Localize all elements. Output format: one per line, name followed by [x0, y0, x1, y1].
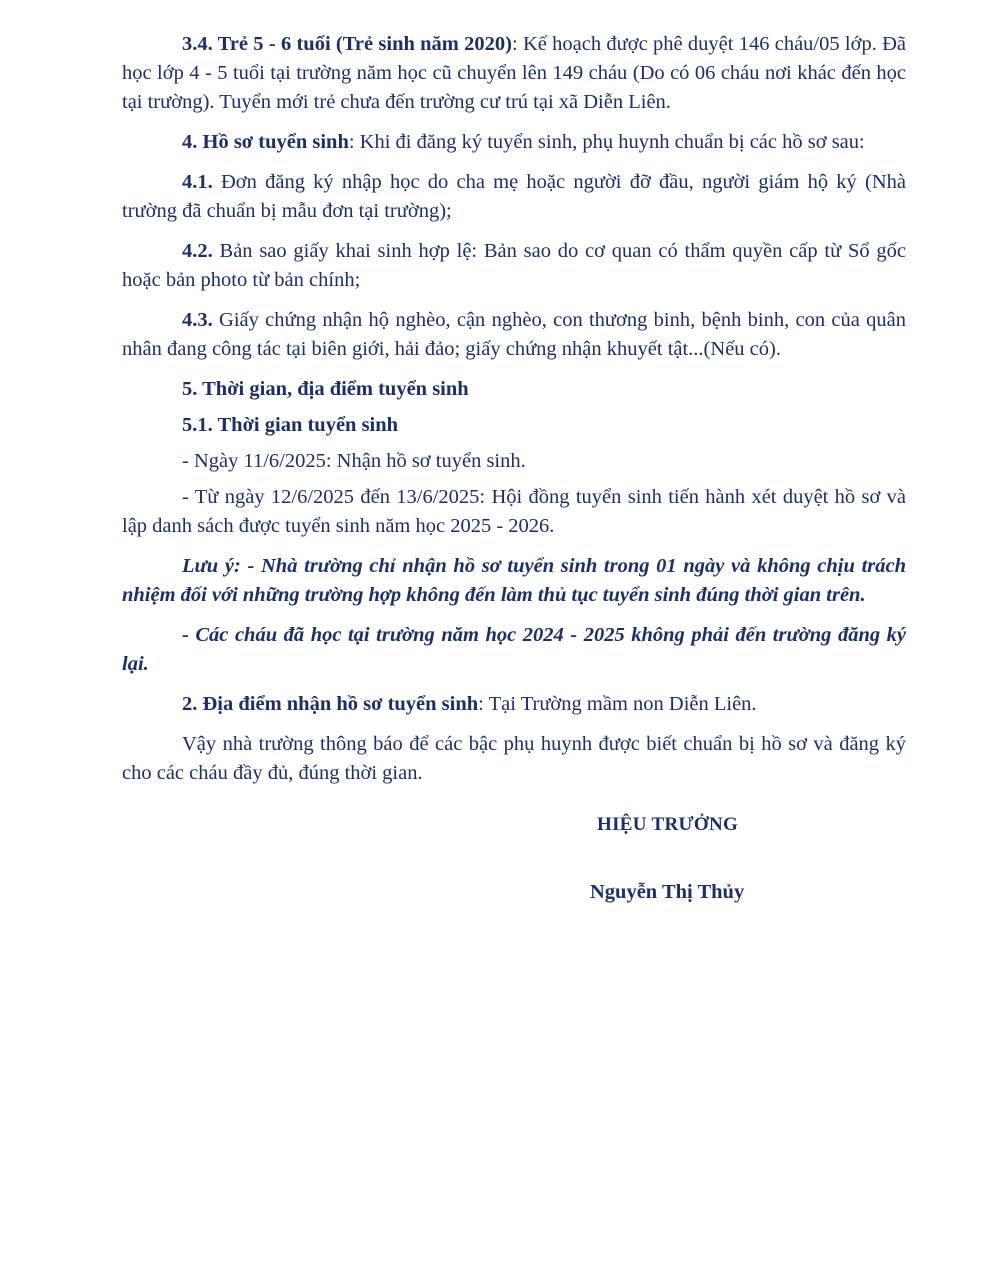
section-3-4 [122, 30, 906, 117]
schedule-item-2: - Từ ngày 12/6/2025 đến 13/6/2025: Hội đồng tuyển sinh tiến hành xét duyệt hồ sơ và lập danh sách được tuyển sinh năm học 2025 - 2026. [122, 486, 906, 537]
section-4-label: 4. Hồ sơ tuyển sinh [182, 131, 349, 153]
location-section [122, 690, 906, 719]
section-3-4-label: 3.4. Trẻ 5 - 6 tuổi (Trẻ sinh năm 2020) [182, 33, 512, 55]
location-label: 2. Địa điểm nhận hồ sơ tuyển sinh [182, 693, 479, 715]
section-4-2-label: 4.2. [182, 240, 213, 262]
note-line-1: Lưu ý: - Nhà trường chỉ nhận hồ sơ tuyển sinh trong 01 ngày và không chịu trách nhiệm đối với những trường hợp không đến làm thủ tục tuyển sinh đúng thời gian trên. [122, 555, 906, 606]
section-4-1 [122, 168, 906, 226]
note-line-2: - Các cháu đã học tại trường năm học 2024 - 2025 không phải đến trường đăng ký lại. [122, 624, 906, 675]
section-4-3-label: 4.3. [182, 309, 213, 331]
section-4-2-text: Bản sao giấy khai sinh hợp lệ: Bản sao do cơ quan có thẩm quyền cấp từ Sổ gốc hoặc bản photo từ bản chính; [122, 240, 906, 291]
section-5-heading: 5. Thời gian, địa điểm tuyển sinh [182, 378, 469, 400]
section-4-1-label: 4.1. [182, 171, 213, 193]
section-4-1-text: Đơn đăng ký nhập học do cha mẹ hoặc người đỡ đầu, người giám hộ ký (Nhà trường đã chuẩn bị mẫu đơn tại trường); [122, 171, 906, 222]
section-3-4-text: : Kế hoạch được phê duyệt 146 cháu/05 lớp. Đã học lớp 4 - 5 tuổi tại trường năm học cũ chuyển lên 149 cháu (Do có 06 cháu nơi khác đến học tại trường). Tuyển mới trẻ chưa đến trường cư trú tại xã Diễn Liên. [122, 33, 907, 113]
closing-paragraph: Vậy nhà trường thông báo để các bậc phụ huynh được biết chuẩn bị hồ sơ và đăng ký cho các cháu đầy đủ, đúng thời gian. [122, 733, 906, 784]
section-5-1-heading: 5.1. Thời gian tuyển sinh [182, 414, 399, 436]
section-4-3 [122, 306, 906, 364]
location-text: : Tại Trường mầm non Diễn Liên. [478, 693, 757, 715]
signature-name: Nguyễn Thị Thủy [590, 881, 745, 903]
section-4-text: : Khi đi đăng ký tuyển sinh, phụ huynh chuẩn bị các hồ sơ sau: [348, 131, 865, 153]
section-4 [122, 128, 906, 157]
section-4-3-text: Giấy chứng nhận hộ nghèo, cận nghèo, con thương binh, bệnh binh, con của quân nhân đang công tác tại biên giới, hải đảo; giấy chứng nhận khuyết tật...(Nếu có). [122, 309, 906, 360]
schedule-item-1: - Ngày 11/6/2025: Nhận hồ sơ tuyển sinh. [182, 450, 526, 472]
document-body [122, 30, 906, 788]
section-4-2 [122, 237, 906, 295]
signature-title: HIỆU TRƯỞNG [597, 814, 739, 835]
